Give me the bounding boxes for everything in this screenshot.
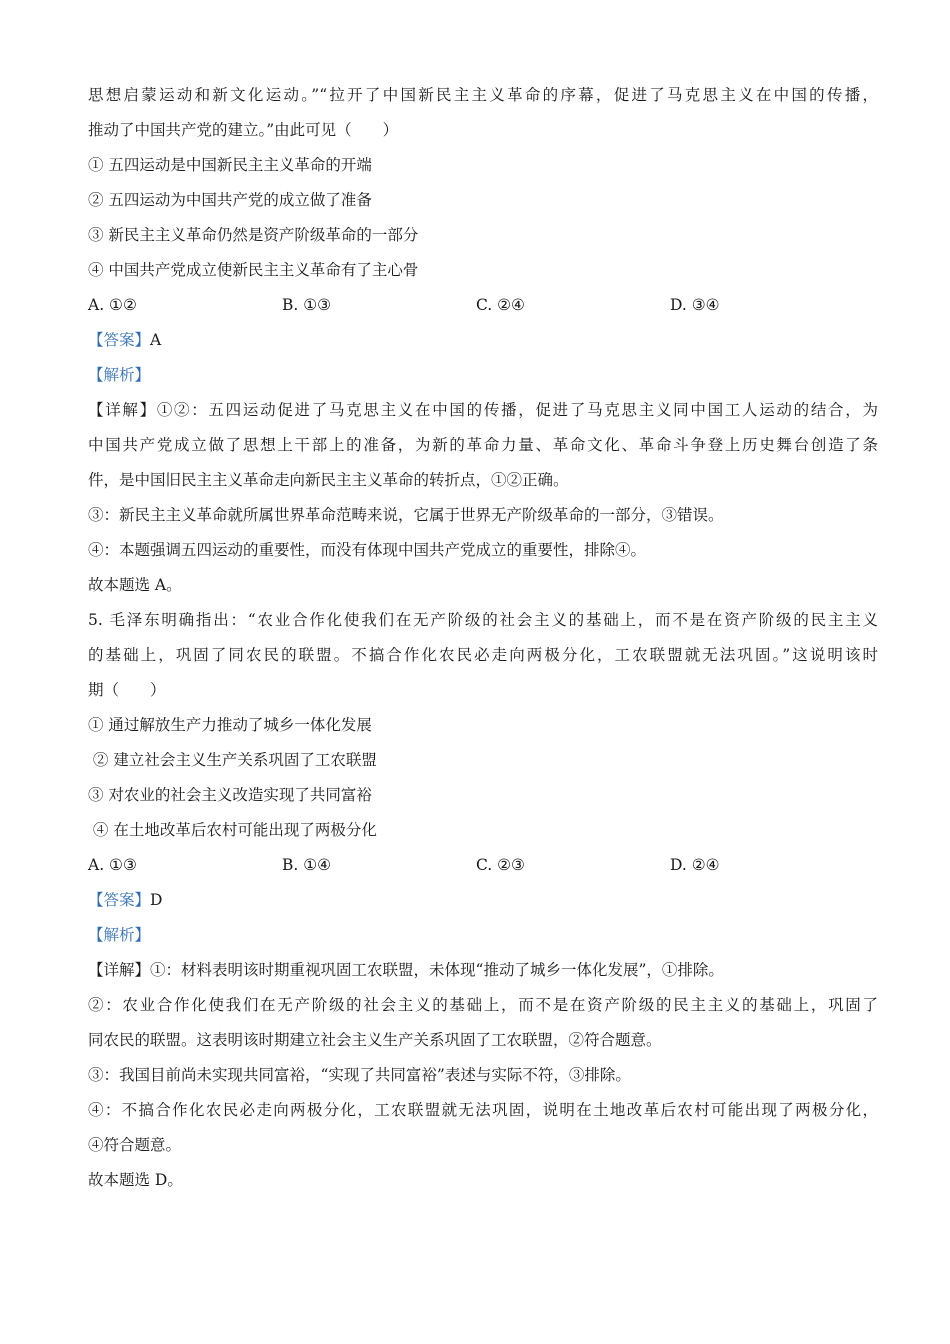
q5-statement-3: ③ 对农业的社会主义改造实现了共同富裕 [88,786,372,804]
q5-option-b: B. ①④ [282,856,332,874]
q4-statement-4: ④ 中国共产党成立使新民主主义革命有了主心骨 [88,261,419,279]
q4-conclusion: 故本题选 A。 [88,576,182,594]
q5-statement-2: ② 建立社会主义生产关系巩固了工农联盟 [88,751,377,769]
q4-answer [88,323,878,358]
q4-detail-line-4: ③：新民主主义革命就所属世界革命范畴来说，它属于世界无产阶级革命的一部分，③错误。 [88,506,724,524]
q5-option-c: C. ②③ [476,856,525,874]
q5-detail-text-1: ①：材料表明该时期重视巩固工农联盟，未体现“推动了城乡一体化发展”，①排除。 [150,961,724,979]
q5-detail-line-4: ③：我国目前尚未实现共同富裕，“实现了共同富裕”表述与实际不符，③排除。 [88,1066,631,1084]
q4-detail-line-3: 件，是中国旧民主主义革命走向新民主主义革命的转折点，①②正确。 [88,471,569,489]
q4-option-c: C. ②④ [476,296,525,314]
q4-answer-tag: 【答案】 [88,331,151,349]
q5-stem-line-1: 5. 毛泽东明确指出：“农业合作化使我们在无产阶级的社会主义的基础上，而不是在资产阶级的民主主义 [88,611,878,629]
q5-answer-value: D [150,891,163,909]
q4-option-b: B. ①③ [282,296,332,314]
q4-detail-tag: 【详解】 [88,401,157,419]
q4-detail-text-1: ①②：五四运动促进了马克思主义在中国的传播，促进了马克思主义同中国工人运动的结合，为 [156,401,878,419]
q5-detail-line-6: ④符合题意。 [88,1136,182,1154]
q5-conclusion: 故本题选 D。 [88,1171,183,1189]
q5-option-a: A. ①③ [88,856,137,874]
q4-stem-line-2: 推动了中国共产党的建立。”由此可见（ ） [88,121,399,139]
q5-detail-tag: 【详解】 [88,961,151,979]
q4-option-d: D. ③④ [670,296,720,314]
q5-statement-1: ① 通过解放生产力推动了城乡一体化发展 [88,716,372,734]
q4-stem-line-1: 思想启蒙运动和新文化运动。”“拉开了中国新民主主义革命的序幕，促进了马克思主义在中国的传播， [88,86,878,104]
q4-detail-line-5: ④：本题强调五四运动的重要性，而没有体现中国共产党成立的重要性，排除④。 [88,541,647,559]
q5-answer-tag: 【答案】 [88,891,151,909]
q5-detail-line-1 [88,953,878,988]
q5-detail-line-3: 同农民的联盟。这表明该时期建立社会主义生产关系巩固了工农联盟，②符合题意。 [88,1031,662,1049]
q4-statement-2: ② 五四运动为中国共产党的成立做了准备 [88,191,372,209]
q5-stem-line-3: 期（ ） [88,681,166,699]
q5-statement-4: ④ 在土地改革后农村可能出现了两极分化 [88,821,377,839]
q5-analysis-tag: 【解析】 [88,926,151,944]
q4-detail-line-2: 中国共产党成立做了思想上干部上的准备，为新的革命力量、革命文化、革命斗争登上历史舞台创造了条 [88,436,878,454]
q4-statement-3: ③ 新民主主义革命仍然是资产阶级革命的一部分 [88,226,419,244]
q4-option-a: A. ①② [88,296,137,314]
q5-detail-line-5: ④：不搞合作化农民必走向两极分化，工农联盟就无法巩固，说明在土地改革后农村可能出现了两极分化， [88,1101,878,1119]
q5-option-d: D. ②④ [670,856,720,874]
q5-detail-line-2: ②：农业合作化使我们在无产阶级的社会主义的基础上，而不是在资产阶级的民主主义的基础上，巩固了 [88,996,878,1014]
q5-answer [88,883,878,918]
q4-detail-line-1 [88,393,878,428]
document-page [88,78,878,1198]
q4-statement-1: ① 五四运动是中国新民主主义革命的开端 [88,156,372,174]
q5-options [88,848,878,883]
q5-stem-line-2: 的基础上，巩固了同农民的联盟。不搞合作化农民必走向两极分化，工农联盟就无法巩固。”这说明该时 [88,646,878,664]
q5-analysis [88,918,878,953]
q4-analysis [88,358,878,393]
q4-options [88,288,878,323]
q4-analysis-tag: 【解析】 [88,366,151,384]
q4-answer-value: A [150,331,162,349]
